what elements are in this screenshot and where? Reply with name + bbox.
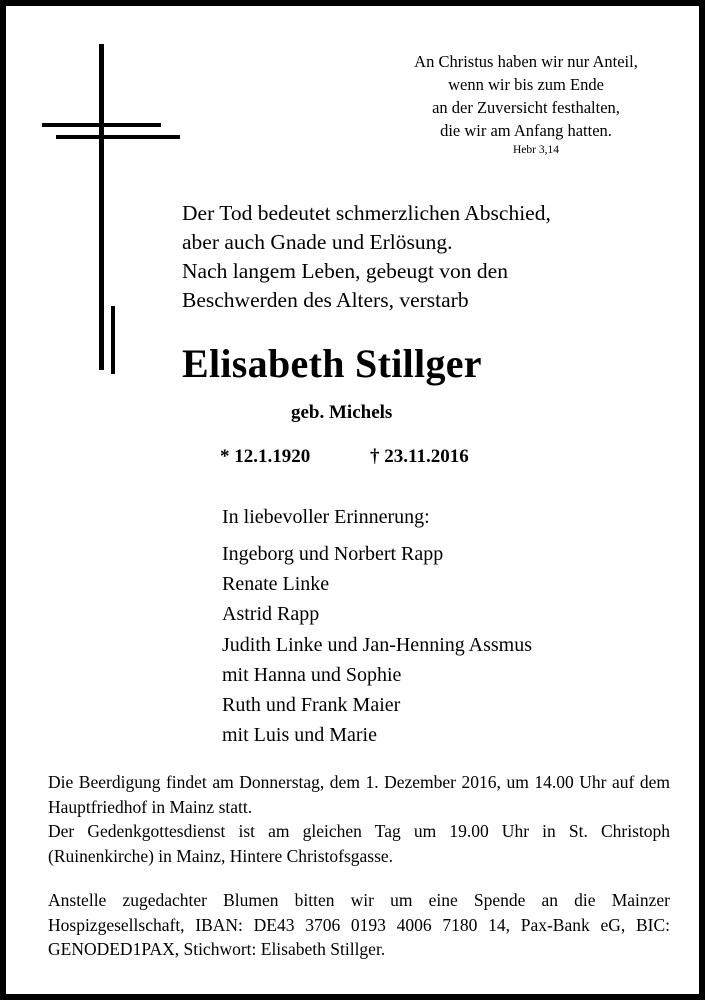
cross-horizontal-bar bbox=[42, 123, 161, 127]
birth-date: * 12.1.1920 bbox=[220, 446, 311, 467]
memorial-service-info: Der Gedenkgottesdienst ist am gleichen Tag um 19.00 Uhr in St. Christoph (Ruinenkirche) in Mainz, Hintere Christofsgasse. bbox=[48, 821, 670, 866]
mourner-name: mit Hanna und Sophie bbox=[222, 663, 402, 686]
mourner-name: Ingeborg und Norbert Rapp bbox=[222, 543, 444, 565]
mourner-name: Ruth und Frank Maier bbox=[222, 694, 401, 717]
verse-reference: Hebr 3,14 bbox=[513, 144, 559, 156]
intro-text bbox=[182, 199, 551, 315]
mourners-intro: In liebevoller Erinnerung: bbox=[222, 506, 430, 528]
cross-vertical-bar bbox=[99, 44, 104, 370]
donation-info bbox=[48, 888, 670, 962]
cross-horizontal-bar-lower bbox=[56, 135, 180, 139]
deceased-name: Elisabeth Stillger bbox=[182, 341, 482, 386]
mourner-name: Judith Linke und Jan-Henning Assmus bbox=[222, 633, 532, 656]
verse-line: die wir am Anfang hatten. bbox=[440, 121, 612, 140]
burial-info: Die Beerdigung findet am Donnerstag, dem 1. Dezember 2016, um 14.00 Uhr auf dem Hauptfriedhof in Mainz statt. bbox=[48, 772, 670, 817]
cross-vertical-bar-short bbox=[111, 306, 115, 374]
intro-line: Der Tod bedeutet schmerzlichen Abschied, bbox=[182, 201, 551, 225]
mourner-name: mit Luis und Marie bbox=[222, 724, 377, 747]
intro-line: Nach langem Leben, gebeugt von den bbox=[182, 259, 508, 283]
maiden-name: geb. Michels bbox=[291, 402, 393, 423]
bible-verse bbox=[376, 50, 676, 142]
death-date: † 23.11.2016 bbox=[370, 446, 469, 467]
verse-line: wenn wir bis zum Ende bbox=[448, 75, 604, 94]
intro-line: aber auch Gnade und Erlösung. bbox=[182, 230, 453, 254]
mourners-list bbox=[222, 539, 532, 750]
verse-line: an der Zuversicht festhalten, bbox=[432, 98, 620, 117]
intro-line: Beschwerden des Alters, verstarb bbox=[182, 288, 469, 312]
verse-line: An Christus haben wir nur Anteil, bbox=[414, 52, 638, 71]
funeral-details bbox=[48, 770, 670, 868]
mourner-name: Renate Linke bbox=[222, 573, 330, 596]
donation-text: Anstelle zugedachter Blumen bitten wir um eine Spende an die Mainzer Hospizgesellschaft, IBAN: DE43 3706 0193 4006 7180 14, Pax-Bank eG, BIC: GENODED1PAX, Stichwort: Elisabeth Stillger. bbox=[48, 890, 670, 959]
mourner-name: Astrid Rapp bbox=[222, 603, 320, 626]
